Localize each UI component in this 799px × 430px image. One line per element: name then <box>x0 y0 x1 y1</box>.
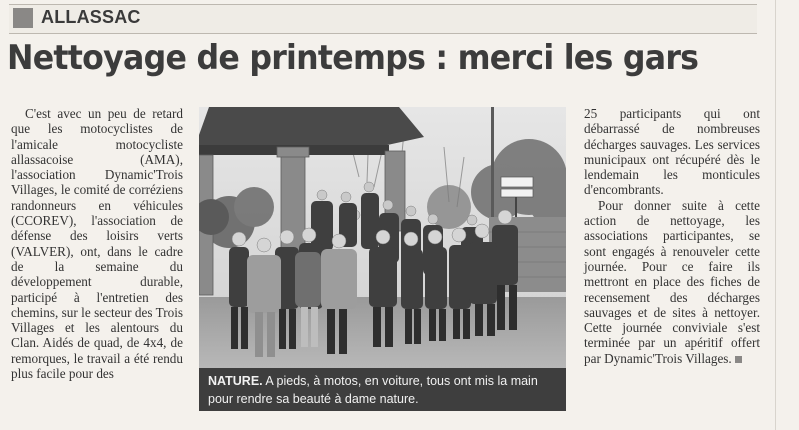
article-photo <box>199 107 566 368</box>
caption-lead: NATURE. <box>208 374 263 388</box>
page-edge-rule <box>775 0 776 430</box>
end-of-article-square-icon <box>735 356 742 363</box>
photo-caption <box>199 368 566 411</box>
article-paragraph: C'est avec un peu de retard que les motocyclistes de l'amicale motocycliste allassacoise (AMA), l'association Dynamic'Trois Villages, le comité de corréziens randonneurs en véhicules (CCOREV), l'association de défense des loisirs verts (VALVER), ont, dans le cadre de la semaine du développement durable, participé à l'entretien des chemins, sur le secteur des Trois Villages et les alentours du Clan. Aidés de quad, de 4x4, de remorques, le travail a été rendu plus facile pour des <box>11 106 183 382</box>
article-paragraph: 25 participants qui ont débarrassé de nombreuses décharges sauvages. Les services municipaux ont récupéré dès le lendemain les monticules d'encombrants. <box>584 106 760 198</box>
section-marker-square <box>13 8 33 28</box>
article-paragraph <box>584 198 760 366</box>
article-column-right <box>584 106 760 366</box>
article-paragraph-text: Pour donner suite à cette action de nettoyage, les associations participantes, se sont engagés à renouveler cette journée. Pour ce faire ils mettront en place des fiches de recensement des décharges sauvages et de sites à nettoyer. Cette journée conviviale s'est terminée par un apéritif offert par Dynamic'Trois Villages. <box>584 197 760 366</box>
article-headline: Nettoyage de printemps : merci les gars <box>7 38 699 78</box>
group-photo-illustration <box>199 107 566 368</box>
article-column-left <box>11 106 183 381</box>
caption-text: A pieds, à motos, en voiture, tous ont mis la main pour rendre sa beauté à dame nature. <box>208 374 538 406</box>
section-label: ALLASSAC <box>41 7 141 27</box>
